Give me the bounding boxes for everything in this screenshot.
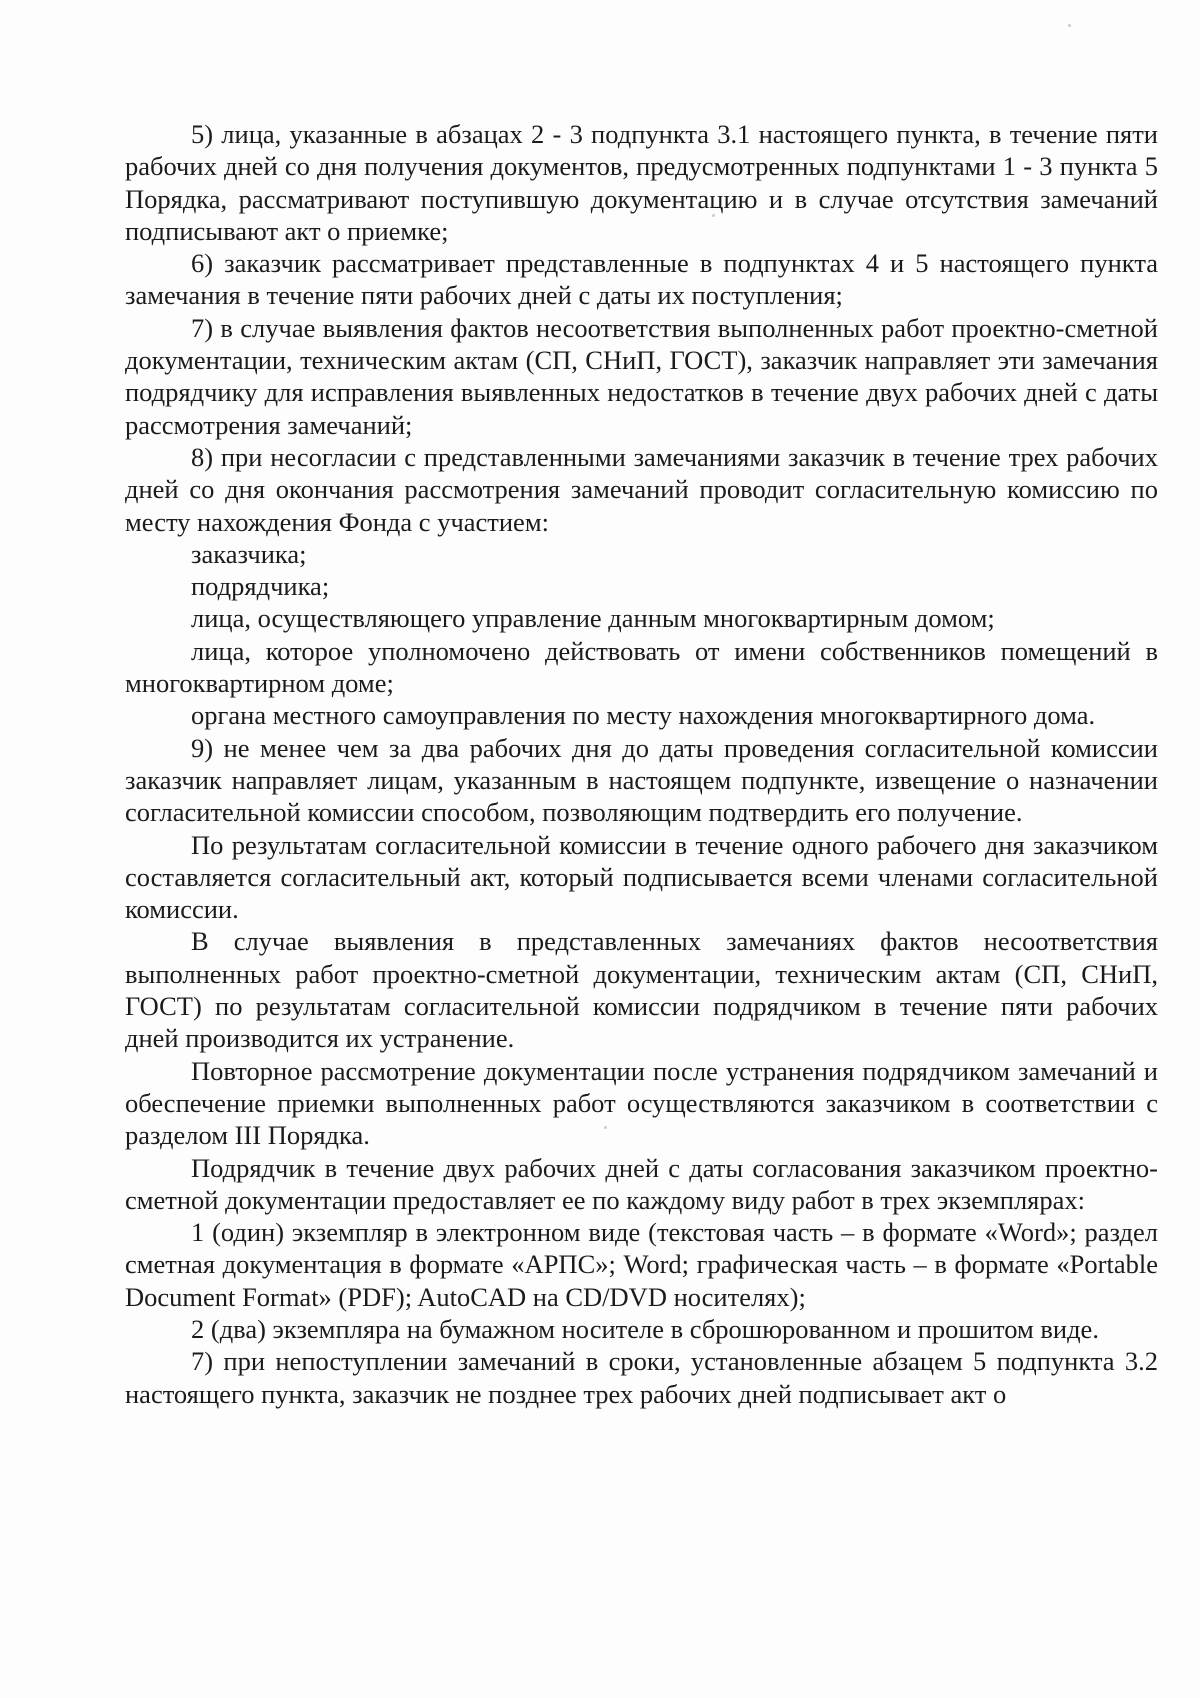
paragraph-item-7-continued: 7) при непоступлении замечаний в сроки, установленные абзацем 5 подпункта 3.2 настоящего пункта, заказчик не позднее трех рабочих дней подписывает акт о <box>125 1346 1158 1409</box>
participant-owners-representative: лица, которое уполномочено действовать от имени собственников помещений в многоквартирном доме; <box>125 635 1158 699</box>
participant-local-government: органа местного самоуправления по месту нахождения многоквартирного дома. <box>191 700 1096 731</box>
paragraph-item-5: 5) лица, указанные в абзацах 2 - 3 подпункта 3.1 настоящего пункта, в течение пяти рабочих дней со дня получения документов, предусмотренных подпунктами 1 - 3 пункта 5 Порядка, рассматривают поступившую документацию и в случае отсутствия замечаний подписывают акт о приемке; <box>125 119 1158 246</box>
paragraph-item-8: 8) при несогласии с представленными замечаниями заказчик в течение трех рабочих дней со дня окончания рассмотрения замечаний проводит согласительную комиссию по месту нахождения Фонда с участием: <box>125 441 1158 537</box>
participant-contractor: подрядчика; <box>191 571 330 602</box>
document-body <box>125 118 1158 1410</box>
scan-speck <box>604 1126 607 1129</box>
paragraph-repeat-review: Повторное рассмотрение документации после устранения подрядчиком замечаний и обеспечение приемки выполненных работ осуществляются заказчиком в соответствии с разделом III Порядка. <box>125 1055 1158 1151</box>
scan-speck <box>1068 24 1071 27</box>
paragraph-paper-copies: 2 (два) экземпляра на бумажном носителе в сброшюрованном и прошитом виде. <box>191 1313 1099 1344</box>
paragraph-item-9: 9) не менее чем за два рабочих дня до даты проведения согласительной комиссии заказчик направляет лицам, указанным в настоящем подпункте, извещение о назначении согласительной комиссии способом, позволяющим подтвердить его получение. <box>125 732 1158 828</box>
participant-management: лица, осуществляющего управление данным многоквартирным домом; <box>191 603 995 634</box>
paragraph-commission-results: По результатам согласительной комиссии в течение одного рабочего дня заказчиком составляется согласительный акт, который подписывается всеми членами согласительной комиссии. <box>125 829 1158 925</box>
paragraph-defect-elimination: В случае выявления в представленных замечаниях фактов несоответствия выполненных работ проектно-сметной документации, техническим актам (СП, СНиП, ГОСТ) по результатам согласительной комиссии подрядчиком в течение пяти рабочих дней производится их устранение. <box>125 926 1158 1054</box>
paragraph-item-7: 7) в случае выявления фактов несоответствия выполненных работ проектно-сметной документации, техническим актам (СП, СНиП, ГОСТ), заказчик направляет эти замечания подрядчику для исправления выявленных недостатков в течение двух рабочих дней с даты рассмотрения замечаний; <box>125 312 1158 440</box>
paragraph-item-6: 6) заказчик рассматривает представленные в подпунктах 4 и 5 настоящего пункта замечания в течение пяти рабочих дней с даты их поступления; <box>125 248 1158 311</box>
participant-customer: заказчика; <box>191 538 307 569</box>
scan-speck <box>712 214 715 217</box>
paragraph-electronic-copy: 1 (один) экземпляр в электронном виде (текстовая часть – в формате «Word»; раздел сметная документация в формате «АРПС»; Word; графическая часть – в формате «Portable Document Format» (PDF); AutoCAD на CD/DVD носителях); <box>125 1217 1158 1312</box>
paragraph-copies-intro: Подрядчик в течение двух рабочих дней с даты согласования заказчиком проектно-сметной документации предоставляет ее по каждому виду работ в трех экземплярах: <box>125 1152 1158 1215</box>
